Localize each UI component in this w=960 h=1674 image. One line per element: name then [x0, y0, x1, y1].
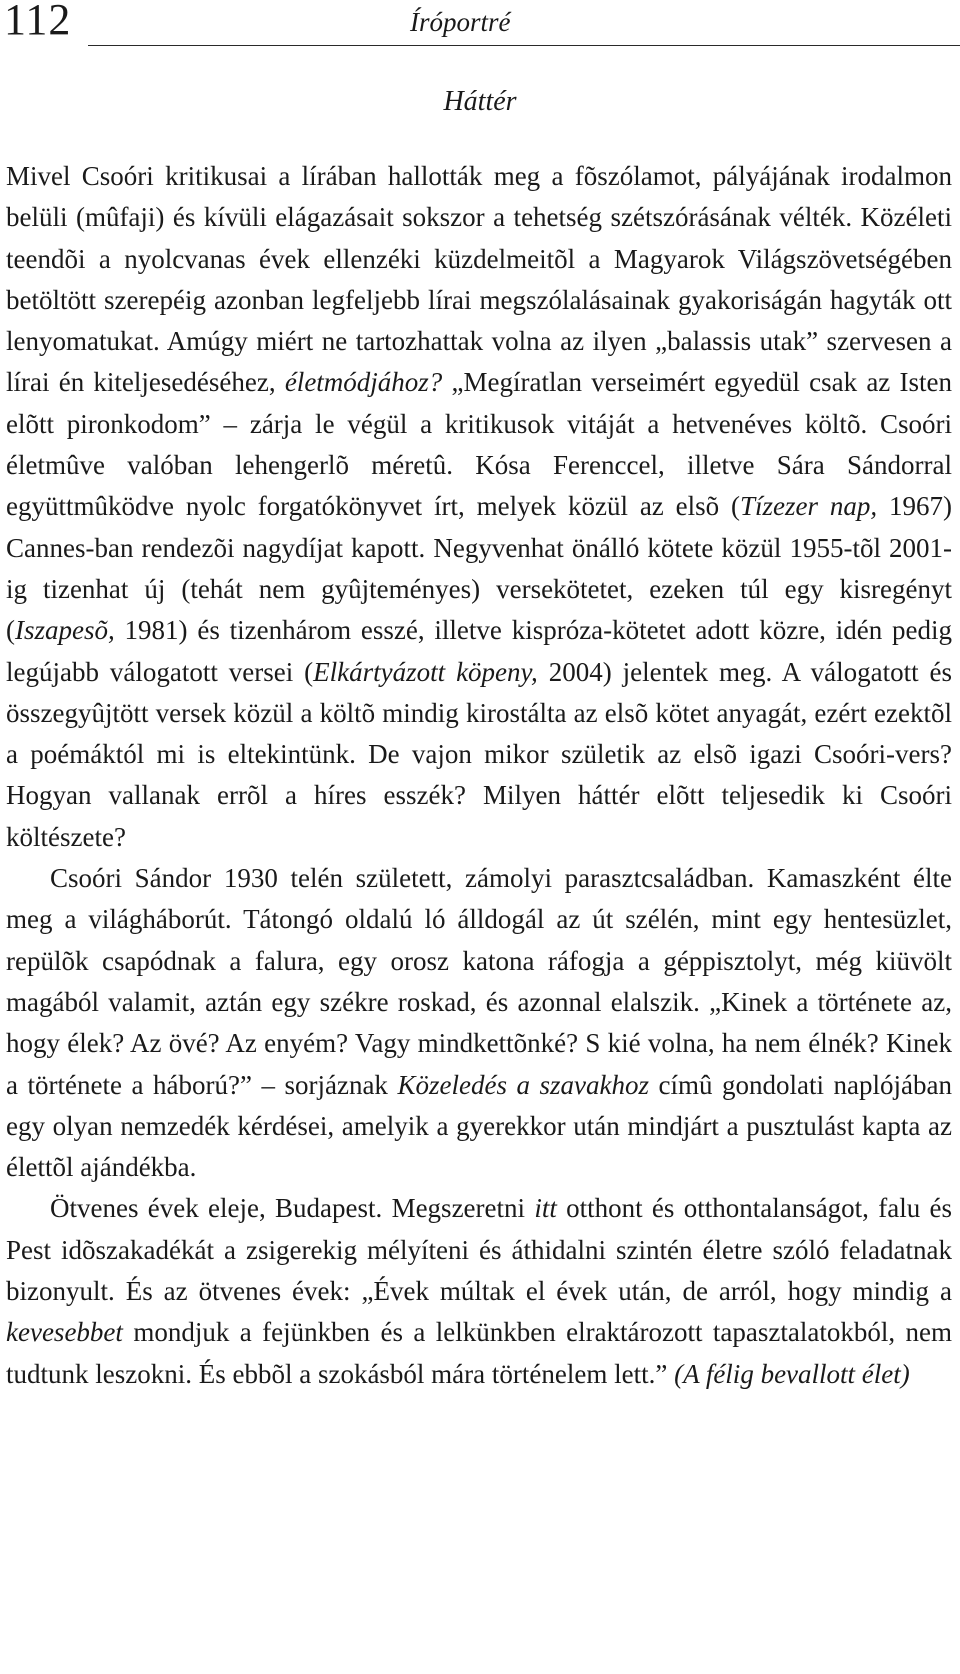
- text-run: Mivel Csoóri kritikusai a lírában hallották meg a fõszólamot, pályájának irodalmon belüli (mûfaji) és kívüli elágazásait sokszor a tehetség szétszórásának vélték. Közéleti teendõi a nyolcvanas évek ellenzéki küzdelmeitõl a Magyarok Világszövetségében betöltött szerepéig azonban legfeljebb lírai megszólalásainak gyakoriságán hagyták ott lenyomatukat. Amúgy miért ne tartozhattak volna az ilyen „balassis utak” szervesen a lírai én kiteljesedéséhez,: [6, 161, 952, 398]
- paragraph-1: [6, 156, 952, 858]
- text-run: mondjuk a fejünkben és a lelkünkben elraktározott tapasztalatokból, nem tudtunk leszokni. És ebbõl a szokásból mára történelem lett.”: [6, 1317, 952, 1389]
- italic-title-run: Elkártyázott köpeny,: [313, 656, 538, 687]
- text-run: Ötvenes évek eleje, Budapest. Megszeretni: [50, 1193, 535, 1224]
- text-run: Csoóri Sándor 1930 telén született, zámolyi parasztcsaládban. Kamaszként élte meg a világháborút. Tátongó oldalú ló álldogál az út szélén, mint egy hentesüzlet, repülõk csapódnak a falura, egy orosz katona ráfogja a géppisztolyt, még kiüvölt magából valamit, aztán egy székre roskad, és azonnal elalszik. „Kinek a története az, hogy élek? Az övé? Az enyém? Vagy mindkettõnké? S kié volna, ha nem élnék? Kinek a története a háború?” – sorjáznak: [6, 863, 952, 1100]
- page-header: [0, 0, 960, 48]
- text-run: „Megíratlan verseimért egyedül csak az Isten elõtt pironkodom” – zárja le végül a kritikusok vitáját a hetvenéves költõ. Csoóri életmûve valóban lehengerlõ méretû. Kósa Ferenccel, illetve Sára Sándorral együttmûködve nyolc forgatókönyvet írt, melyek közül az elsõ (: [6, 367, 952, 522]
- section-title: Háttér: [443, 86, 517, 117]
- paragraph-2: [6, 858, 952, 1188]
- running-title: Íróportré: [410, 7, 511, 37]
- italic-title-run: Közeledés a szavakhoz: [397, 1069, 649, 1100]
- paragraph-3: [6, 1188, 952, 1394]
- italic-title-run: Tízezer nap,: [740, 491, 878, 522]
- italic-run: kevesebbet: [6, 1317, 123, 1348]
- text-run: 1981) és tizenhárom esszé, illetve kispróza-kötetet adott közre, idén pedig legújabb válogatott versei (: [6, 615, 952, 687]
- header-rule: [88, 45, 960, 46]
- italic-run: itt: [534, 1193, 557, 1224]
- text-run: 1967) Cannes-ban rendezõi nagydíjat kapott. Negyvenhat önálló kötete közül 1955-tõl 2001-ig tizenhat új (tehát nem gyûjteményes) versekötetet, ezeken túl egy kisregényt (: [6, 491, 952, 646]
- text-run: címû gondolati naplójában egy olyan nemzedék kérdései, amelyik a gyerekkor után mindjárt a pusztulást kapta az élettõl ajándékba.: [6, 1069, 953, 1183]
- page-number: 112: [4, 0, 72, 44]
- text-run: otthont és otthontalanságot, falu és Pest idõszakadékát a zsigerekig mélyíteni és áthidalni szintén életre szóló feladatnak bizonyult. És az ötvenes évek: „Évek múltak el évek után, de arról, hogy mindig a: [6, 1193, 952, 1307]
- text-run: 2004) jelentek meg. A válogatott és összegyûjtött versek közül a költõ mindig kirostálta az elsõ kötet anyagát, ezért ezektõl a poémáktól mi is eltekintünk. De vajon mikor születik az elsõ igazi Csoóri-vers? Hogyan vallanak errõl a híres esszék? Milyen háttér elõtt teljesedik ki Csoóri költészete?: [6, 656, 952, 852]
- italic-run: életmódjához?: [284, 367, 443, 398]
- italic-source-run: (A félig bevallott élet): [674, 1358, 910, 1389]
- italic-title-run: Iszapesõ,: [15, 615, 115, 646]
- body-text: [6, 156, 952, 1395]
